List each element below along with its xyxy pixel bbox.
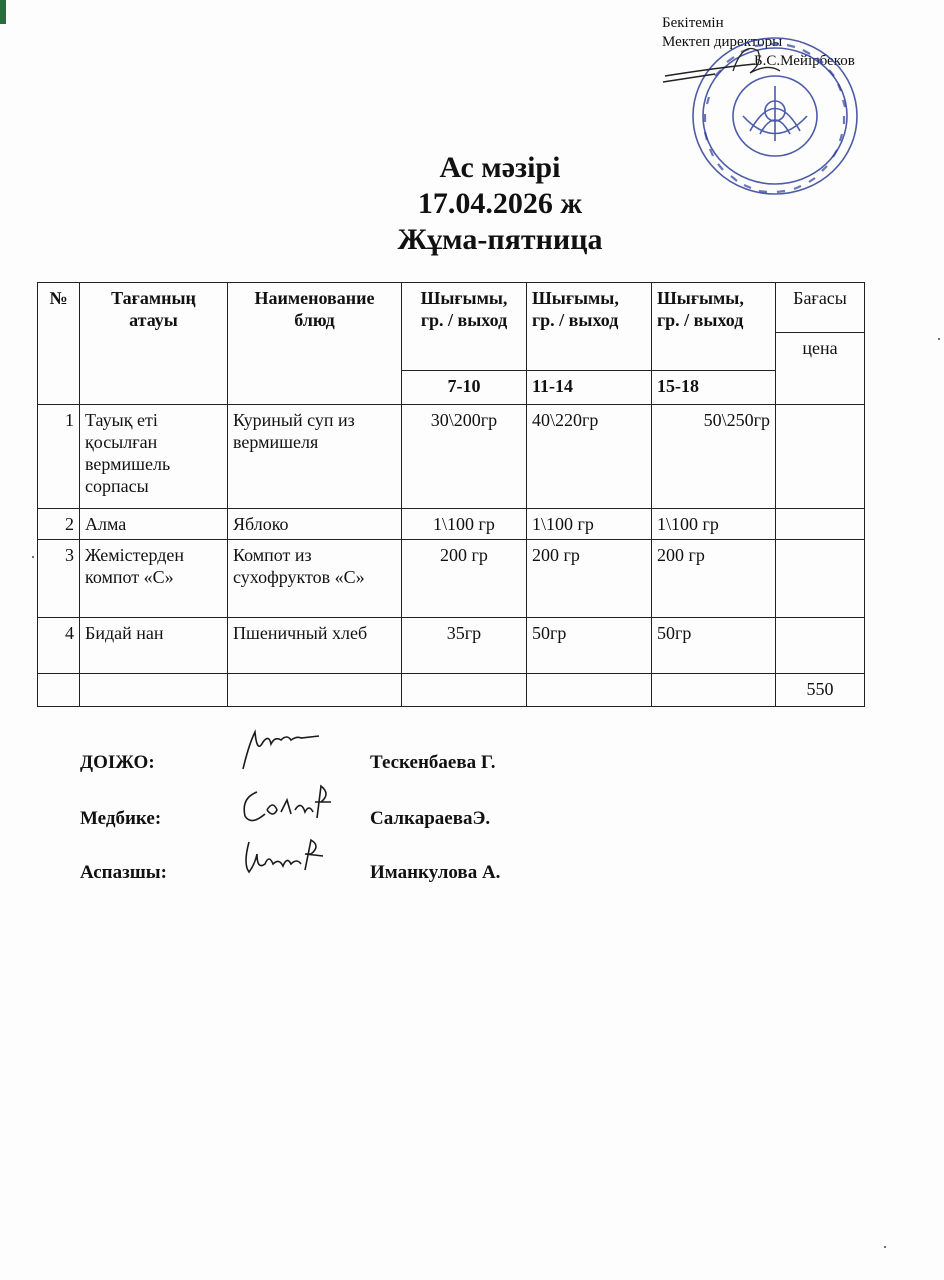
table-row: [38, 618, 865, 674]
header-yield-1: Шығымы, гр. / выход: [402, 283, 527, 371]
signature-person: Иманкулова А.: [370, 862, 501, 883]
row-yield-1: 35гр: [402, 618, 527, 674]
table-row: [38, 405, 865, 509]
approval-title: Бекітемін: [662, 15, 724, 31]
row-yield-1: 1\100 гр: [402, 509, 527, 540]
row-yield-1: 30\200гр: [402, 405, 527, 509]
row-num: 1: [38, 405, 80, 509]
scan-edge-mark: [0, 0, 6, 24]
handwritten-signature: [235, 834, 345, 884]
signature-person: Тескенбаева Г.: [370, 752, 496, 773]
header-yield-3: Шығымы, гр. / выход: [652, 283, 776, 371]
menu-day: Жұма-пятница: [397, 223, 603, 256]
table-row: [38, 509, 865, 540]
header-yield-2: Шығымы, гр. / выход: [527, 283, 652, 371]
signature-role: Аспазшы:: [80, 862, 167, 883]
row-num: 3: [38, 540, 80, 618]
row-name-kz: Тауық еті қосылған вермишель сорпасы: [80, 405, 228, 509]
menu-title-block: [300, 150, 700, 258]
menu-table: [37, 282, 865, 707]
row-yield-2: 50гр: [527, 618, 652, 674]
header-age-2: 11-14: [527, 371, 652, 405]
signature-role: ДОІЖО:: [80, 752, 155, 773]
row-price: [776, 405, 865, 509]
row-num: 4: [38, 618, 80, 674]
header-age-3: 15-18: [652, 371, 776, 405]
row-name-kz: Алма: [80, 509, 228, 540]
row-price: [776, 540, 865, 618]
row-yield-3: 50гр: [652, 618, 776, 674]
total-price: 550: [776, 674, 865, 707]
row-yield-2: 200 гр: [527, 540, 652, 618]
header-name-kz: Тағамның атауы: [80, 283, 228, 405]
scan-speck: [884, 1246, 886, 1248]
scan-speck: [32, 556, 34, 558]
row-price: [776, 618, 865, 674]
menu-date: 17.04.2026 ж: [417, 187, 583, 220]
header-name-ru: Наименование блюд: [228, 283, 402, 405]
table-row: [38, 540, 865, 618]
signature-person: СалкараеваЭ.: [370, 808, 491, 829]
row-yield-2: 40\220гр: [527, 405, 652, 509]
row-num: 2: [38, 509, 80, 540]
row-yield-2: 1\100 гр: [527, 509, 652, 540]
row-name-ru: Компот из сухофруктов «С»: [228, 540, 402, 618]
row-name-kz: Бидай нан: [80, 618, 228, 674]
row-name-kz: Жемістерден компот «С»: [80, 540, 228, 618]
menu-title: Ас мәзірі: [439, 151, 561, 184]
row-price: [776, 509, 865, 540]
header-price-ru: цена: [776, 333, 865, 405]
row-name-ru: Яблоко: [228, 509, 402, 540]
approval-position: Мектеп директоры: [662, 34, 783, 50]
row-yield-1: 200 гр: [402, 540, 527, 618]
row-yield-3: 50\250гр: [652, 405, 776, 509]
handwritten-signature: [235, 724, 325, 774]
signature-role: Медбике:: [80, 808, 162, 829]
header-num: №: [38, 283, 80, 405]
approval-director: Б.С.Мейірбеков: [754, 53, 855, 69]
row-yield-3: 200 гр: [652, 540, 776, 618]
scan-speck: [938, 338, 940, 340]
header-age-1: 7-10: [402, 371, 527, 405]
row-name-ru: Пшеничный хлеб: [228, 618, 402, 674]
header-price-kz: Бағасы: [776, 283, 865, 333]
row-yield-3: 1\100 гр: [652, 509, 776, 540]
handwritten-signature: [235, 780, 345, 830]
header-row: [38, 283, 865, 333]
total-row: [38, 674, 865, 707]
row-name-ru: Куриный суп из вермишеля: [228, 405, 402, 509]
